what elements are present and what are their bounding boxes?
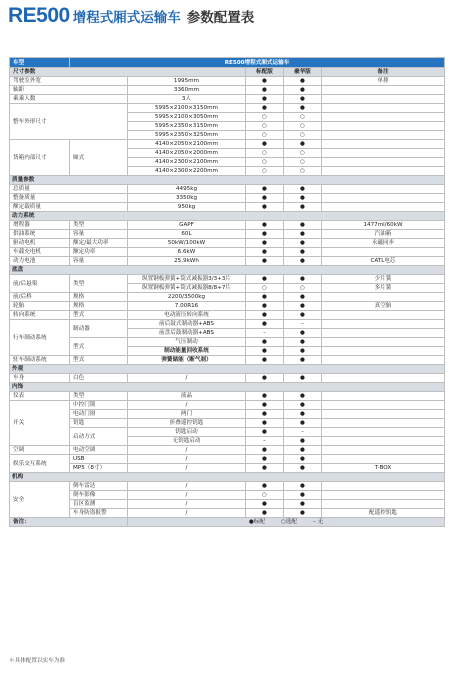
header-model: RE500增程式厢式运输车 xyxy=(70,58,445,68)
row-sublabel: USB xyxy=(70,455,128,464)
row-sublabel: 钥匙 xyxy=(70,419,128,428)
standard-edition-mark: ● xyxy=(246,185,284,194)
deluxe-edition-mark: ● xyxy=(284,194,322,203)
row-note: 多片簧 xyxy=(322,284,445,293)
standard-edition-mark: ○ xyxy=(246,131,284,140)
standard-edition-mark: ● xyxy=(246,500,284,509)
row-label: 货箱内部尺寸 xyxy=(10,140,70,176)
deluxe-edition-mark: ● xyxy=(284,185,322,194)
table-row xyxy=(10,248,445,257)
row-sublabel: 类型 xyxy=(70,221,128,230)
row-sublabel: 制动器 xyxy=(70,320,128,338)
standard-edition-mark: ● xyxy=(246,428,284,437)
deluxe-edition-mark: ● xyxy=(284,437,322,446)
row-value: 弹簧储能（断气刹） xyxy=(128,356,246,365)
deluxe-edition-mark: ● xyxy=(284,356,322,365)
table-row xyxy=(10,320,445,329)
table-row xyxy=(10,311,445,320)
row-value: / xyxy=(128,482,246,491)
deluxe-edition-mark: ● xyxy=(284,500,322,509)
deluxe-edition-mark: ● xyxy=(284,140,322,149)
row-note xyxy=(322,158,445,167)
standard-edition-mark: ● xyxy=(246,401,284,410)
dimension-section-row xyxy=(10,68,445,77)
table-row xyxy=(10,410,445,419)
row-label: 额定载质量 xyxy=(10,203,128,212)
exterior-section-row xyxy=(10,365,445,374)
row-note xyxy=(322,347,445,356)
table-row xyxy=(10,77,445,86)
row-sublabel: 型式 xyxy=(70,356,128,365)
legend-none: – 无 xyxy=(313,519,324,525)
row-label: 驾驶室外宽 xyxy=(10,77,128,86)
column-note: 备注 xyxy=(322,68,445,77)
row-sublabel: 型式 xyxy=(70,311,128,320)
legend-row xyxy=(10,518,445,527)
row-note xyxy=(322,203,445,212)
row-note: 真空胎 xyxy=(322,302,445,311)
deluxe-edition-mark: ● xyxy=(284,221,322,230)
row-note xyxy=(322,104,445,113)
standard-edition-mark: ○ xyxy=(246,113,284,122)
table-row xyxy=(10,257,445,266)
row-value: 液晶 xyxy=(128,392,246,401)
row-label: 增程器 xyxy=(10,221,70,230)
row-value: 4140×2300×2200mm xyxy=(128,167,246,176)
section-title: 底盘 xyxy=(10,266,445,275)
row-note xyxy=(322,293,445,302)
row-label: 转向系统 xyxy=(10,311,70,320)
row-value: / xyxy=(128,446,246,455)
row-sublabel: 启动方式 xyxy=(70,428,128,446)
row-value: 1995mm xyxy=(128,77,246,86)
row-value: 制动能量回收系统 xyxy=(128,347,246,356)
row-label: 总质量 xyxy=(10,185,128,194)
standard-edition-mark: ● xyxy=(246,203,284,212)
row-value: / xyxy=(128,401,246,410)
row-note xyxy=(322,185,445,194)
row-note xyxy=(322,455,445,464)
row-sublabel: 倒车雷达 xyxy=(70,482,128,491)
row-note xyxy=(322,140,445,149)
row-value: 5995×2100×3150mm xyxy=(128,104,246,113)
standard-edition-mark: ○ xyxy=(246,149,284,158)
row-note xyxy=(322,149,445,158)
row-value: 钥匙启动 xyxy=(128,428,246,437)
row-note xyxy=(322,446,445,455)
row-value: 25.9kWh xyxy=(128,257,246,266)
row-sublabel: 车身防盗报警 xyxy=(70,509,128,518)
deluxe-edition-mark: ● xyxy=(284,374,322,383)
deluxe-edition-mark: ○ xyxy=(284,149,322,158)
standard-edition-mark: ● xyxy=(246,302,284,311)
row-note xyxy=(322,428,445,437)
row-value: 5995×2350×3150mm xyxy=(128,122,246,131)
standard-edition-mark: ○ xyxy=(246,167,284,176)
row-note xyxy=(322,410,445,419)
row-note xyxy=(322,374,445,383)
row-label: 动力电池 xyxy=(10,257,70,266)
standard-edition-mark: ● xyxy=(246,194,284,203)
title-suffix: 参数配置表 xyxy=(186,10,255,26)
row-sublabel: 额定/最大功率 xyxy=(70,239,128,248)
legend-standard: ●标配 xyxy=(248,519,265,525)
row-label: 前/后悬架 xyxy=(10,275,70,293)
row-note: 永磁同步 xyxy=(322,239,445,248)
row-value: 纵置钢板弹簧+筒式减振器8/8+7片 xyxy=(128,284,246,293)
row-label: 空调 xyxy=(10,446,70,455)
table-row xyxy=(10,446,445,455)
standard-edition-mark: ● xyxy=(246,293,284,302)
table-row xyxy=(10,302,445,311)
standard-edition-mark: ● xyxy=(246,410,284,419)
row-sublabel: 类型 xyxy=(70,392,128,401)
row-value: 纵置钢板弹簧+筒式减振器3/3+3片 xyxy=(128,275,246,284)
row-sublabel: 规格 xyxy=(70,302,128,311)
row-value: 50kW/100kW xyxy=(128,239,246,248)
standard-edition-mark: ○ xyxy=(246,284,284,293)
row-value: 4140×2300×2100mm xyxy=(128,158,246,167)
deluxe-edition-mark: ● xyxy=(284,509,322,518)
row-value: 950kg xyxy=(128,203,246,212)
row-label: 驱动电机 xyxy=(10,239,70,248)
row-sublabel: 白色 xyxy=(70,374,128,383)
row-note xyxy=(322,500,445,509)
footnote: ＊具体配置以实车为准 xyxy=(9,658,65,664)
standard-edition-mark: ● xyxy=(246,275,284,284)
standard-edition-mark: ● xyxy=(246,482,284,491)
deluxe-edition-mark: ○ xyxy=(284,113,322,122)
standard-edition-mark: ● xyxy=(246,419,284,428)
deluxe-edition-mark: ● xyxy=(284,311,322,320)
row-sublabel: 容量 xyxy=(70,230,128,239)
deluxe-edition-mark: ○ xyxy=(284,158,322,167)
row-note xyxy=(322,356,445,365)
table-row xyxy=(10,239,445,248)
legend xyxy=(128,518,445,527)
deluxe-edition-mark: ● xyxy=(284,293,322,302)
standard-edition-mark: ● xyxy=(246,374,284,383)
power-section-row xyxy=(10,212,445,221)
row-value: 4495kg xyxy=(128,185,246,194)
row-sublabel: 额定功率 xyxy=(70,248,128,257)
deluxe-edition-mark: ● xyxy=(284,203,322,212)
row-value: / xyxy=(128,491,246,500)
row-label: 行车制动系统 xyxy=(10,320,70,356)
row-note: 配遥控钥匙 xyxy=(322,509,445,518)
row-sublabel: 电动空调 xyxy=(70,446,128,455)
deluxe-edition-mark: ● xyxy=(284,248,322,257)
product-name: 增程式厢式运输车 xyxy=(72,10,181,26)
table-row xyxy=(10,95,445,104)
row-value: 3350kg xyxy=(128,194,246,203)
deluxe-edition-mark: ● xyxy=(284,410,322,419)
row-note xyxy=(322,311,445,320)
standard-edition-mark: – xyxy=(246,329,284,338)
deluxe-edition-mark: ● xyxy=(284,464,322,473)
standard-edition-mark: ○ xyxy=(246,158,284,167)
row-note xyxy=(322,122,445,131)
row-note: CATL电芯 xyxy=(322,257,445,266)
deluxe-edition-mark: ● xyxy=(284,392,322,401)
standard-edition-mark: ● xyxy=(246,95,284,104)
interior-section-row xyxy=(10,383,445,392)
row-label: 整车外形尺寸 xyxy=(10,104,128,140)
table-row xyxy=(10,86,445,95)
deluxe-edition-mark: ● xyxy=(284,482,322,491)
row-label: 轴距 xyxy=(10,86,128,95)
row-value: 电动液压转向系统 xyxy=(128,311,246,320)
row-note xyxy=(322,95,445,104)
row-label: 整备质量 xyxy=(10,194,128,203)
row-value: 7.00R16 xyxy=(128,302,246,311)
row-note xyxy=(322,86,445,95)
row-value: 前盘后鼓制动器+ABS xyxy=(128,329,246,338)
standard-edition-mark: ● xyxy=(246,347,284,356)
row-value: 3360mm xyxy=(128,86,246,95)
table-row xyxy=(10,482,445,491)
page-title xyxy=(8,4,254,34)
row-note xyxy=(322,248,445,257)
table-row xyxy=(10,338,445,347)
section-title: 外观 xyxy=(10,365,445,374)
row-note xyxy=(322,491,445,500)
safety-section-row xyxy=(10,473,445,482)
row-label: 供油系统 xyxy=(10,230,70,239)
row-sublabel: 倒车影像 xyxy=(70,491,128,500)
section-title: 机构 xyxy=(10,473,445,482)
row-label: 安全 xyxy=(10,482,70,518)
table-row xyxy=(10,464,445,473)
row-note xyxy=(322,482,445,491)
row-sublabel: 规格 xyxy=(70,293,128,302)
legend-label: 备注： xyxy=(10,518,128,527)
standard-edition-mark: ● xyxy=(246,338,284,347)
deluxe-edition-mark: ● xyxy=(284,419,322,428)
row-value: / xyxy=(128,455,246,464)
deluxe-edition-mark: ● xyxy=(284,455,322,464)
deluxe-edition-mark: ● xyxy=(284,257,322,266)
standard-edition-mark: ● xyxy=(246,446,284,455)
table-row xyxy=(10,392,445,401)
legend-optional: ○选配 xyxy=(280,519,297,525)
deluxe-edition-mark: – xyxy=(284,320,322,329)
standard-edition-mark: ● xyxy=(246,104,284,113)
section-title: 动力系统 xyxy=(10,212,445,221)
row-note xyxy=(322,437,445,446)
deluxe-edition-mark: ● xyxy=(284,491,322,500)
table-row xyxy=(10,500,445,509)
deluxe-edition-mark: ● xyxy=(284,77,322,86)
deluxe-edition-mark: ○ xyxy=(284,284,322,293)
standard-edition-mark: ● xyxy=(246,257,284,266)
deluxe-edition-mark: ● xyxy=(284,347,322,356)
row-note: 1477ml/60kW xyxy=(322,221,445,230)
table-row xyxy=(10,455,445,464)
row-note: 单排 xyxy=(322,77,445,86)
row-label: 车身 xyxy=(10,374,70,383)
column-deluxe: 豪华版 xyxy=(284,68,322,77)
row-note xyxy=(322,113,445,122)
row-sublabel: 盲区监测 xyxy=(70,500,128,509)
deluxe-edition-mark: ● xyxy=(284,446,322,455)
row-label: 驻车制动系统 xyxy=(10,356,70,365)
deluxe-edition-mark: ○ xyxy=(284,167,322,176)
table-row xyxy=(10,275,445,284)
deluxe-edition-mark: ● xyxy=(284,338,322,347)
row-label: 轮胎 xyxy=(10,302,70,311)
table-row xyxy=(10,203,445,212)
table-row xyxy=(10,104,445,113)
row-value: 气压制动 xyxy=(128,338,246,347)
deluxe-edition-mark: ● xyxy=(284,401,322,410)
row-value: / xyxy=(128,374,246,383)
row-value: 2200/3500kg xyxy=(128,293,246,302)
table-row xyxy=(10,374,445,383)
table-row xyxy=(10,401,445,410)
row-value: GAPF xyxy=(128,221,246,230)
row-label: 开关 xyxy=(10,401,70,446)
table-row xyxy=(10,221,445,230)
standard-edition-mark: ● xyxy=(246,86,284,95)
row-note xyxy=(322,194,445,203)
standard-edition-mark: ● xyxy=(246,140,284,149)
standard-edition-mark: ● xyxy=(246,464,284,473)
deluxe-edition-mark: ● xyxy=(284,230,322,239)
table-row xyxy=(10,428,445,437)
table-row xyxy=(10,140,445,149)
standard-edition-mark: ● xyxy=(246,311,284,320)
section-title: 质量参数 xyxy=(10,176,445,185)
standard-edition-mark: ● xyxy=(246,320,284,329)
row-value: 前后鼓式制动器+ABS xyxy=(128,320,246,329)
table-row xyxy=(10,194,445,203)
header-label: 车型 xyxy=(10,58,70,68)
standard-edition-mark: ○ xyxy=(246,491,284,500)
row-note: 少片簧 xyxy=(322,275,445,284)
table-row xyxy=(10,230,445,239)
row-value: 4140×2050×2000mm xyxy=(128,149,246,158)
standard-edition-mark: ● xyxy=(246,356,284,365)
standard-edition-mark: – xyxy=(246,437,284,446)
deluxe-edition-mark: ● xyxy=(284,329,322,338)
row-note xyxy=(322,419,445,428)
row-label: 仪表 xyxy=(10,392,70,401)
section-title: 尺寸参数 xyxy=(10,68,246,77)
deluxe-edition-mark: ● xyxy=(284,86,322,95)
standard-edition-mark: ● xyxy=(246,392,284,401)
row-note: T-BOX xyxy=(322,464,445,473)
row-label: 前/后桥 xyxy=(10,293,70,302)
row-value: / xyxy=(128,509,246,518)
spec-table xyxy=(9,57,445,527)
deluxe-edition-mark: ● xyxy=(284,104,322,113)
mass-section-row xyxy=(10,176,445,185)
row-note xyxy=(322,131,445,140)
standard-edition-mark: ● xyxy=(246,221,284,230)
row-value: 60L xyxy=(128,230,246,239)
row-sublabel: 电动门窗 xyxy=(70,410,128,419)
row-label: 娱乐交互系统 xyxy=(10,455,70,473)
row-note: 汽油箱 xyxy=(322,230,445,239)
standard-edition-mark: ○ xyxy=(246,122,284,131)
deluxe-edition-mark: ● xyxy=(284,95,322,104)
deluxe-edition-mark: – xyxy=(284,428,322,437)
row-value: 无钥匙启动 xyxy=(128,437,246,446)
row-value: 5995×2350×3250mm xyxy=(128,131,246,140)
table-row xyxy=(10,293,445,302)
row-value: 3人 xyxy=(128,95,246,104)
row-value: 4140×2050×2100mm xyxy=(128,140,246,149)
row-note xyxy=(322,167,445,176)
deluxe-edition-mark: ● xyxy=(284,239,322,248)
row-value: / xyxy=(128,500,246,509)
column-standard: 标配版 xyxy=(246,68,284,77)
row-note xyxy=(322,401,445,410)
standard-edition-mark: ● xyxy=(246,230,284,239)
row-sublabel: MP5（8寸） xyxy=(70,464,128,473)
row-value: 两门 xyxy=(128,410,246,419)
row-note xyxy=(322,320,445,329)
deluxe-edition-mark: ○ xyxy=(284,122,322,131)
table-row xyxy=(10,356,445,365)
standard-edition-mark: ● xyxy=(246,77,284,86)
row-note xyxy=(322,329,445,338)
row-sublabel: 类型 xyxy=(70,275,128,293)
deluxe-edition-mark: ○ xyxy=(284,131,322,140)
table-row xyxy=(10,419,445,428)
row-label: 车载充电机 xyxy=(10,248,70,257)
row-value: 5995×2100×3050mm xyxy=(128,113,246,122)
row-sublabel: 容量 xyxy=(70,257,128,266)
table-row xyxy=(10,509,445,518)
row-sublabel: 厢式 xyxy=(70,140,128,176)
row-label: 乘乘人数 xyxy=(10,95,128,104)
model-name: RE500 xyxy=(8,4,70,27)
row-value: / xyxy=(128,464,246,473)
table-row xyxy=(10,491,445,500)
deluxe-edition-mark: ● xyxy=(284,275,322,284)
row-note xyxy=(322,392,445,401)
chassis-section-row xyxy=(10,266,445,275)
standard-edition-mark: ● xyxy=(246,455,284,464)
standard-edition-mark: ● xyxy=(246,248,284,257)
standard-edition-mark: ● xyxy=(246,239,284,248)
row-sublabel: 中控门锁 xyxy=(70,401,128,410)
section-title: 内饰 xyxy=(10,383,445,392)
deluxe-edition-mark: ● xyxy=(284,302,322,311)
row-note xyxy=(322,338,445,347)
row-sublabel: 型式 xyxy=(70,338,128,356)
standard-edition-mark: ● xyxy=(246,509,284,518)
row-value: 折叠遥控钥匙 xyxy=(128,419,246,428)
header-row xyxy=(10,58,445,68)
table-row xyxy=(10,185,445,194)
row-value: 6.6kW xyxy=(128,248,246,257)
